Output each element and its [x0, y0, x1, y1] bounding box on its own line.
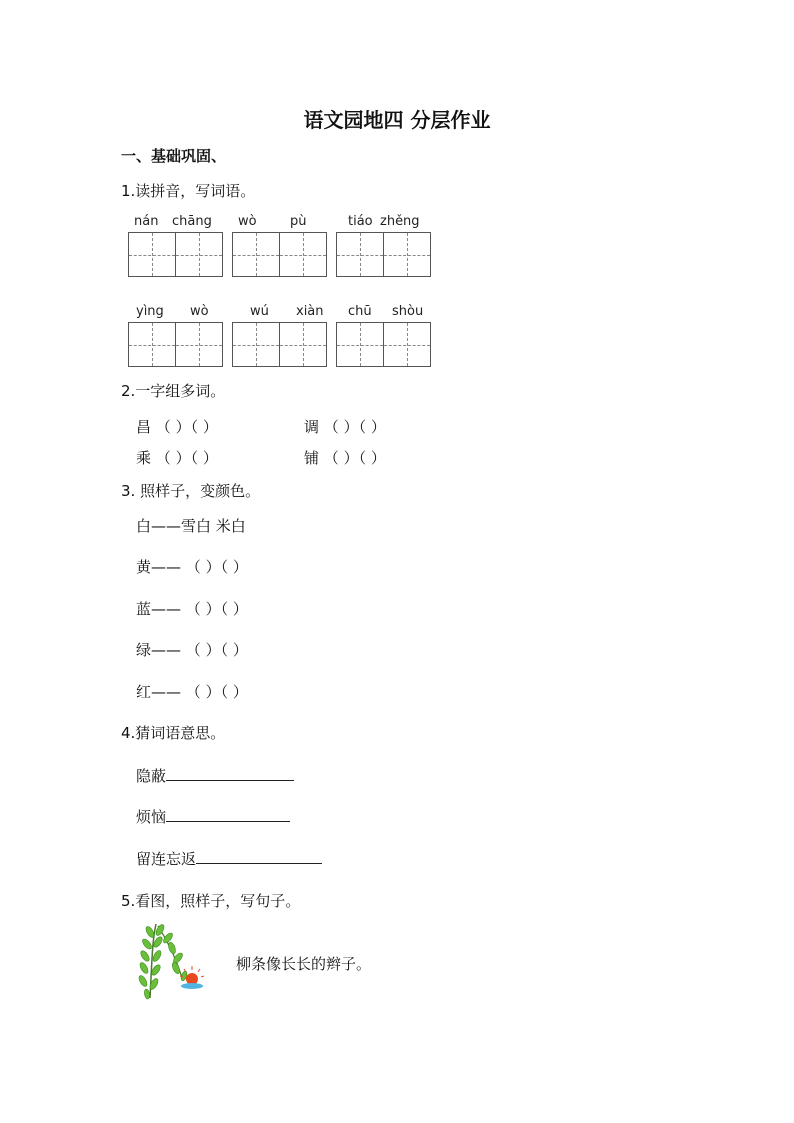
writing-cell[interactable] [128, 232, 176, 277]
question-4-label: 4.猜词语意思。 [121, 724, 226, 742]
writing-cell[interactable] [128, 322, 176, 367]
section-heading: 一、基础巩固、 [121, 147, 227, 165]
word-item [136, 416, 218, 437]
writing-cell[interactable] [383, 232, 431, 277]
writing-cell[interactable] [336, 322, 384, 367]
color-character: 绿—— [136, 641, 182, 659]
answer-blanks[interactable]: （ ）（ ） [155, 449, 218, 467]
word-item [304, 447, 386, 468]
example-line: 白——雪白 米白 [136, 517, 246, 535]
question-1-label: 1.读拼音，写词语。 [121, 182, 256, 200]
color-character: 黄—— [136, 558, 182, 576]
writing-cell[interactable] [175, 322, 223, 367]
answer-blanks[interactable]: （ ）（ ） [185, 558, 248, 576]
color-item [136, 556, 248, 577]
writing-cell[interactable] [232, 232, 280, 277]
color-item [136, 639, 248, 660]
meaning-item [136, 765, 294, 786]
answer-line[interactable] [196, 849, 322, 864]
writing-cell[interactable] [383, 322, 431, 367]
example-sentence: 柳条像长长的辫子。 [236, 955, 372, 973]
pinyin: wò [190, 304, 209, 319]
answer-blanks[interactable]: （ ）（ ） [185, 600, 248, 618]
pinyin: pù [290, 214, 307, 229]
pinyin: nán [134, 214, 159, 229]
word-item [304, 416, 386, 437]
color-item [136, 681, 248, 702]
pinyin: wò [238, 214, 257, 229]
word-item [136, 447, 218, 468]
answer-blanks[interactable]: （ ）（ ） [185, 641, 248, 659]
writing-cell[interactable] [336, 232, 384, 277]
word: 隐蔽 [136, 767, 167, 785]
writing-box-group [232, 322, 327, 367]
pinyin: tiáo [348, 214, 373, 229]
word: 烦恼 [136, 808, 167, 826]
question-5-label: 5.看图，照样子，写句子。 [121, 892, 301, 910]
writing-cell[interactable] [232, 322, 280, 367]
meaning-item [136, 806, 290, 827]
pinyin: xiàn [296, 304, 324, 319]
character: 昌 [136, 418, 152, 436]
answer-line[interactable] [166, 766, 294, 781]
character: 铺 [304, 449, 320, 467]
writing-box-group [232, 232, 327, 277]
answer-line[interactable] [166, 807, 290, 822]
willow-sun-illustration [128, 918, 218, 1004]
color-character: 红—— [136, 683, 182, 701]
word: 留连忘返 [136, 850, 197, 868]
writing-box-group [336, 232, 431, 277]
character: 乘 [136, 449, 152, 467]
writing-cell[interactable] [175, 232, 223, 277]
writing-box-group [128, 232, 223, 277]
pinyin: yìng [136, 304, 164, 319]
writing-grid-row-1 [128, 232, 440, 277]
answer-blanks[interactable]: （ ）（ ） [323, 418, 386, 436]
writing-cell[interactable] [279, 322, 327, 367]
writing-grid-row-2 [128, 322, 440, 367]
color-item [136, 598, 248, 619]
answer-blanks[interactable]: （ ）（ ） [323, 449, 386, 467]
question-2-label: 2.一字组多词。 [121, 382, 226, 400]
writing-box-group [128, 322, 223, 367]
pinyin: zhěng [380, 214, 420, 229]
pinyin: wú [250, 304, 269, 319]
pinyin: chū [348, 304, 372, 319]
pinyin: shòu [392, 304, 424, 319]
answer-blanks[interactable]: （ ）（ ） [155, 418, 218, 436]
writing-cell[interactable] [279, 232, 327, 277]
answer-blanks[interactable]: （ ）（ ） [185, 683, 248, 701]
question-3-label: 3. 照样子，变颜色。 [121, 482, 261, 500]
meaning-item [136, 848, 322, 869]
page-title: 语文园地四 分层作业 [303, 108, 491, 132]
pinyin: chāng [172, 214, 212, 229]
character: 调 [304, 418, 320, 436]
color-character: 蓝—— [136, 600, 182, 618]
writing-box-group [336, 322, 431, 367]
